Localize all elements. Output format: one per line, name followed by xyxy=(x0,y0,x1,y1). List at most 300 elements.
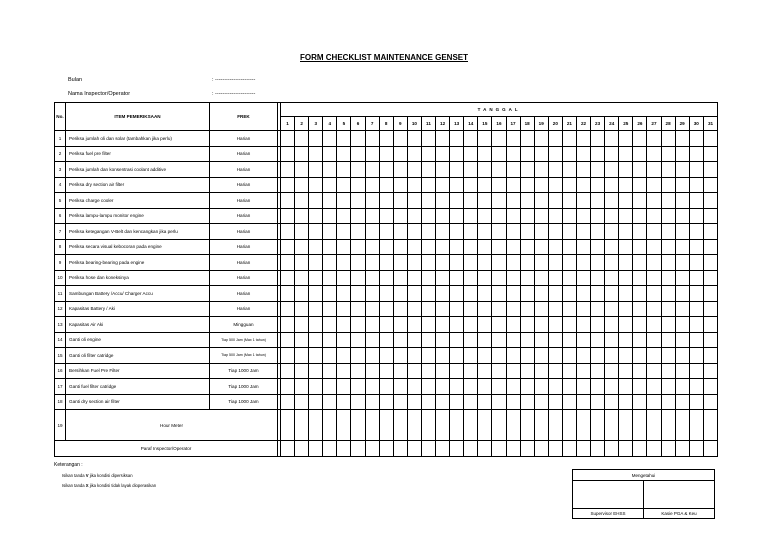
paraf-day-cell[interactable] xyxy=(576,441,590,457)
row-7-day-cell[interactable] xyxy=(689,224,703,240)
paraf-day-cell[interactable] xyxy=(675,441,689,457)
row-13-day-cell[interactable] xyxy=(576,317,590,333)
row-10-day-cell[interactable] xyxy=(351,270,365,286)
row-13-day-cell[interactable] xyxy=(619,317,633,333)
row-6-day-cell[interactable] xyxy=(591,208,605,224)
row-12-day-cell[interactable] xyxy=(647,301,661,317)
row-8-day-cell[interactable] xyxy=(478,239,492,255)
paraf-day-cell[interactable] xyxy=(379,441,393,457)
row-10-day-cell[interactable] xyxy=(281,270,295,286)
row-3-day-cell[interactable] xyxy=(323,162,337,178)
row-10-day-cell[interactable] xyxy=(591,270,605,286)
row-5-day-cell[interactable] xyxy=(464,193,478,209)
hour-meter-day-cell[interactable] xyxy=(393,410,407,441)
row-17-day-cell[interactable] xyxy=(576,379,590,395)
row-13-day-cell[interactable] xyxy=(703,317,717,333)
row-6-day-cell[interactable] xyxy=(506,208,520,224)
row-8-day-cell[interactable] xyxy=(281,239,295,255)
row-15-day-cell[interactable] xyxy=(689,348,703,364)
row-17-day-cell[interactable] xyxy=(323,379,337,395)
row-15-day-cell[interactable] xyxy=(478,348,492,364)
paraf-day-cell[interactable] xyxy=(393,441,407,457)
row-10-day-cell[interactable] xyxy=(393,270,407,286)
row-15-day-cell[interactable] xyxy=(534,348,548,364)
row-3-day-cell[interactable] xyxy=(562,162,576,178)
row-4-day-cell[interactable] xyxy=(506,177,520,193)
row-6-day-cell[interactable] xyxy=(436,208,450,224)
row-5-day-cell[interactable] xyxy=(421,193,435,209)
row-7-day-cell[interactable] xyxy=(337,224,351,240)
row-5-day-cell[interactable] xyxy=(337,193,351,209)
row-8-day-cell[interactable] xyxy=(351,239,365,255)
row-4-day-cell[interactable] xyxy=(478,177,492,193)
row-8-day-cell[interactable] xyxy=(365,239,379,255)
row-11-day-cell[interactable] xyxy=(295,286,309,302)
hour-meter-day-cell[interactable] xyxy=(661,410,675,441)
row-12-day-cell[interactable] xyxy=(421,301,435,317)
hour-meter-day-cell[interactable] xyxy=(337,410,351,441)
row-14-day-cell[interactable] xyxy=(337,332,351,348)
row-16-day-cell[interactable] xyxy=(436,363,450,379)
row-3-day-cell[interactable] xyxy=(478,162,492,178)
row-14-day-cell[interactable] xyxy=(689,332,703,348)
row-14-day-cell[interactable] xyxy=(703,332,717,348)
row-16-day-cell[interactable] xyxy=(633,363,647,379)
paraf-day-cell[interactable] xyxy=(562,441,576,457)
row-1-day-cell[interactable] xyxy=(689,131,703,147)
row-9-day-cell[interactable] xyxy=(281,255,295,271)
row-10-day-cell[interactable] xyxy=(323,270,337,286)
row-10-day-cell[interactable] xyxy=(478,270,492,286)
row-17-day-cell[interactable] xyxy=(421,379,435,395)
row-16-day-cell[interactable] xyxy=(647,363,661,379)
row-9-day-cell[interactable] xyxy=(661,255,675,271)
row-5-day-cell[interactable] xyxy=(562,193,576,209)
row-2-day-cell[interactable] xyxy=(379,146,393,162)
row-16-day-cell[interactable] xyxy=(295,363,309,379)
row-16-day-cell[interactable] xyxy=(365,363,379,379)
hour-meter-day-cell[interactable] xyxy=(450,410,464,441)
row-4-day-cell[interactable] xyxy=(520,177,534,193)
row-12-day-cell[interactable] xyxy=(506,301,520,317)
hour-meter-day-cell[interactable] xyxy=(548,410,562,441)
row-8-day-cell[interactable] xyxy=(407,239,421,255)
row-8-day-cell[interactable] xyxy=(450,239,464,255)
row-8-day-cell[interactable] xyxy=(337,239,351,255)
row-15-day-cell[interactable] xyxy=(351,348,365,364)
row-18-day-cell[interactable] xyxy=(436,394,450,410)
row-18-day-cell[interactable] xyxy=(379,394,393,410)
row-7-day-cell[interactable] xyxy=(520,224,534,240)
row-15-day-cell[interactable] xyxy=(619,348,633,364)
row-7-day-cell[interactable] xyxy=(619,224,633,240)
row-13-day-cell[interactable] xyxy=(675,317,689,333)
row-1-day-cell[interactable] xyxy=(478,131,492,147)
row-18-day-cell[interactable] xyxy=(393,394,407,410)
row-4-day-cell[interactable] xyxy=(703,177,717,193)
row-17-day-cell[interactable] xyxy=(365,379,379,395)
row-13-day-cell[interactable] xyxy=(633,317,647,333)
row-2-day-cell[interactable] xyxy=(323,146,337,162)
row-5-day-cell[interactable] xyxy=(379,193,393,209)
row-4-day-cell[interactable] xyxy=(562,177,576,193)
row-1-day-cell[interactable] xyxy=(520,131,534,147)
row-9-day-cell[interactable] xyxy=(478,255,492,271)
row-10-day-cell[interactable] xyxy=(689,270,703,286)
paraf-day-cell[interactable] xyxy=(450,441,464,457)
row-18-day-cell[interactable] xyxy=(576,394,590,410)
row-6-day-cell[interactable] xyxy=(323,208,337,224)
row-2-day-cell[interactable] xyxy=(548,146,562,162)
row-17-day-cell[interactable] xyxy=(492,379,506,395)
row-6-day-cell[interactable] xyxy=(576,208,590,224)
row-5-day-cell[interactable] xyxy=(633,193,647,209)
row-16-day-cell[interactable] xyxy=(492,363,506,379)
row-13-day-cell[interactable] xyxy=(309,317,323,333)
row-2-day-cell[interactable] xyxy=(619,146,633,162)
row-12-day-cell[interactable] xyxy=(464,301,478,317)
row-1-day-cell[interactable] xyxy=(647,131,661,147)
paraf-day-cell[interactable] xyxy=(647,441,661,457)
row-17-day-cell[interactable] xyxy=(393,379,407,395)
row-7-day-cell[interactable] xyxy=(647,224,661,240)
row-18-day-cell[interactable] xyxy=(520,394,534,410)
row-8-day-cell[interactable] xyxy=(295,239,309,255)
row-4-day-cell[interactable] xyxy=(661,177,675,193)
row-14-day-cell[interactable] xyxy=(562,332,576,348)
row-17-day-cell[interactable] xyxy=(309,379,323,395)
row-9-day-cell[interactable] xyxy=(520,255,534,271)
row-16-day-cell[interactable] xyxy=(421,363,435,379)
row-16-day-cell[interactable] xyxy=(576,363,590,379)
row-1-day-cell[interactable] xyxy=(323,131,337,147)
row-16-day-cell[interactable] xyxy=(562,363,576,379)
row-6-day-cell[interactable] xyxy=(464,208,478,224)
row-2-day-cell[interactable] xyxy=(295,146,309,162)
row-14-day-cell[interactable] xyxy=(492,332,506,348)
row-8-day-cell[interactable] xyxy=(548,239,562,255)
row-14-day-cell[interactable] xyxy=(675,332,689,348)
row-9-day-cell[interactable] xyxy=(393,255,407,271)
row-9-day-cell[interactable] xyxy=(436,255,450,271)
sign-space-right[interactable] xyxy=(644,481,715,509)
row-1-day-cell[interactable] xyxy=(309,131,323,147)
row-11-day-cell[interactable] xyxy=(351,286,365,302)
row-8-day-cell[interactable] xyxy=(576,239,590,255)
row-5-day-cell[interactable] xyxy=(534,193,548,209)
row-13-day-cell[interactable] xyxy=(647,317,661,333)
row-13-day-cell[interactable] xyxy=(281,317,295,333)
paraf-day-cell[interactable] xyxy=(365,441,379,457)
row-13-day-cell[interactable] xyxy=(478,317,492,333)
row-2-day-cell[interactable] xyxy=(365,146,379,162)
row-6-day-cell[interactable] xyxy=(534,208,548,224)
hour-meter-day-cell[interactable] xyxy=(576,410,590,441)
row-14-day-cell[interactable] xyxy=(295,332,309,348)
row-8-day-cell[interactable] xyxy=(393,239,407,255)
hour-meter-day-cell[interactable] xyxy=(436,410,450,441)
row-15-day-cell[interactable] xyxy=(421,348,435,364)
row-5-day-cell[interactable] xyxy=(365,193,379,209)
row-13-day-cell[interactable] xyxy=(520,317,534,333)
row-7-day-cell[interactable] xyxy=(450,224,464,240)
row-1-day-cell[interactable] xyxy=(379,131,393,147)
row-14-day-cell[interactable] xyxy=(393,332,407,348)
row-1-day-cell[interactable] xyxy=(436,131,450,147)
hour-meter-day-cell[interactable] xyxy=(365,410,379,441)
inspector-blank[interactable]: : ---------------------- xyxy=(212,91,256,97)
row-16-day-cell[interactable] xyxy=(591,363,605,379)
row-12-day-cell[interactable] xyxy=(281,301,295,317)
row-3-day-cell[interactable] xyxy=(393,162,407,178)
row-16-day-cell[interactable] xyxy=(520,363,534,379)
row-18-day-cell[interactable] xyxy=(548,394,562,410)
row-14-day-cell[interactable] xyxy=(591,332,605,348)
row-16-day-cell[interactable] xyxy=(675,363,689,379)
row-13-day-cell[interactable] xyxy=(492,317,506,333)
row-11-day-cell[interactable] xyxy=(562,286,576,302)
row-6-day-cell[interactable] xyxy=(647,208,661,224)
row-18-day-cell[interactable] xyxy=(647,394,661,410)
row-11-day-cell[interactable] xyxy=(450,286,464,302)
paraf-day-cell[interactable] xyxy=(605,441,619,457)
row-13-day-cell[interactable] xyxy=(464,317,478,333)
row-12-day-cell[interactable] xyxy=(703,301,717,317)
row-7-day-cell[interactable] xyxy=(703,224,717,240)
row-11-day-cell[interactable] xyxy=(407,286,421,302)
paraf-day-cell[interactable] xyxy=(323,441,337,457)
hour-meter-day-cell[interactable] xyxy=(464,410,478,441)
row-17-day-cell[interactable] xyxy=(591,379,605,395)
row-15-day-cell[interactable] xyxy=(450,348,464,364)
row-7-day-cell[interactable] xyxy=(323,224,337,240)
row-7-day-cell[interactable] xyxy=(591,224,605,240)
row-13-day-cell[interactable] xyxy=(605,317,619,333)
hour-meter-day-cell[interactable] xyxy=(478,410,492,441)
row-3-day-cell[interactable] xyxy=(633,162,647,178)
row-18-day-cell[interactable] xyxy=(591,394,605,410)
row-3-day-cell[interactable] xyxy=(309,162,323,178)
row-10-day-cell[interactable] xyxy=(421,270,435,286)
row-6-day-cell[interactable] xyxy=(421,208,435,224)
row-4-day-cell[interactable] xyxy=(450,177,464,193)
row-1-day-cell[interactable] xyxy=(703,131,717,147)
row-18-day-cell[interactable] xyxy=(478,394,492,410)
row-5-day-cell[interactable] xyxy=(689,193,703,209)
row-5-day-cell[interactable] xyxy=(548,193,562,209)
hour-meter-day-cell[interactable] xyxy=(421,410,435,441)
row-5-day-cell[interactable] xyxy=(675,193,689,209)
row-18-day-cell[interactable] xyxy=(506,394,520,410)
row-17-day-cell[interactable] xyxy=(605,379,619,395)
row-7-day-cell[interactable] xyxy=(421,224,435,240)
row-7-day-cell[interactable] xyxy=(309,224,323,240)
row-3-day-cell[interactable] xyxy=(464,162,478,178)
row-16-day-cell[interactable] xyxy=(605,363,619,379)
row-5-day-cell[interactable] xyxy=(576,193,590,209)
hour-meter-day-cell[interactable] xyxy=(506,410,520,441)
row-7-day-cell[interactable] xyxy=(534,224,548,240)
row-10-day-cell[interactable] xyxy=(379,270,393,286)
row-11-day-cell[interactable] xyxy=(309,286,323,302)
row-6-day-cell[interactable] xyxy=(675,208,689,224)
row-9-day-cell[interactable] xyxy=(464,255,478,271)
row-10-day-cell[interactable] xyxy=(675,270,689,286)
row-10-day-cell[interactable] xyxy=(647,270,661,286)
row-1-day-cell[interactable] xyxy=(534,131,548,147)
hour-meter-day-cell[interactable] xyxy=(675,410,689,441)
row-12-day-cell[interactable] xyxy=(520,301,534,317)
row-6-day-cell[interactable] xyxy=(478,208,492,224)
row-4-day-cell[interactable] xyxy=(576,177,590,193)
paraf-day-cell[interactable] xyxy=(478,441,492,457)
row-17-day-cell[interactable] xyxy=(689,379,703,395)
row-13-day-cell[interactable] xyxy=(689,317,703,333)
row-8-day-cell[interactable] xyxy=(520,239,534,255)
row-10-day-cell[interactable] xyxy=(703,270,717,286)
row-6-day-cell[interactable] xyxy=(703,208,717,224)
row-2-day-cell[interactable] xyxy=(520,146,534,162)
row-18-day-cell[interactable] xyxy=(633,394,647,410)
row-12-day-cell[interactable] xyxy=(661,301,675,317)
row-18-day-cell[interactable] xyxy=(562,394,576,410)
row-3-day-cell[interactable] xyxy=(548,162,562,178)
row-12-day-cell[interactable] xyxy=(407,301,421,317)
row-15-day-cell[interactable] xyxy=(647,348,661,364)
row-12-day-cell[interactable] xyxy=(605,301,619,317)
row-7-day-cell[interactable] xyxy=(436,224,450,240)
row-1-day-cell[interactable] xyxy=(548,131,562,147)
row-16-day-cell[interactable] xyxy=(407,363,421,379)
row-10-day-cell[interactable] xyxy=(337,270,351,286)
row-7-day-cell[interactable] xyxy=(478,224,492,240)
row-16-day-cell[interactable] xyxy=(379,363,393,379)
row-12-day-cell[interactable] xyxy=(689,301,703,317)
row-3-day-cell[interactable] xyxy=(295,162,309,178)
row-11-day-cell[interactable] xyxy=(478,286,492,302)
row-1-day-cell[interactable] xyxy=(407,131,421,147)
hour-meter-day-cell[interactable] xyxy=(591,410,605,441)
row-4-day-cell[interactable] xyxy=(548,177,562,193)
row-3-day-cell[interactable] xyxy=(703,162,717,178)
row-6-day-cell[interactable] xyxy=(351,208,365,224)
row-13-day-cell[interactable] xyxy=(534,317,548,333)
row-11-day-cell[interactable] xyxy=(421,286,435,302)
row-15-day-cell[interactable] xyxy=(520,348,534,364)
row-18-day-cell[interactable] xyxy=(661,394,675,410)
row-8-day-cell[interactable] xyxy=(309,239,323,255)
row-1-day-cell[interactable] xyxy=(619,131,633,147)
row-4-day-cell[interactable] xyxy=(379,177,393,193)
row-13-day-cell[interactable] xyxy=(562,317,576,333)
row-11-day-cell[interactable] xyxy=(605,286,619,302)
row-4-day-cell[interactable] xyxy=(393,177,407,193)
row-12-day-cell[interactable] xyxy=(576,301,590,317)
row-17-day-cell[interactable] xyxy=(534,379,548,395)
row-11-day-cell[interactable] xyxy=(436,286,450,302)
row-10-day-cell[interactable] xyxy=(661,270,675,286)
row-2-day-cell[interactable] xyxy=(703,146,717,162)
row-16-day-cell[interactable] xyxy=(464,363,478,379)
row-3-day-cell[interactable] xyxy=(689,162,703,178)
row-18-day-cell[interactable] xyxy=(689,394,703,410)
row-15-day-cell[interactable] xyxy=(675,348,689,364)
row-5-day-cell[interactable] xyxy=(478,193,492,209)
row-18-day-cell[interactable] xyxy=(675,394,689,410)
row-5-day-cell[interactable] xyxy=(351,193,365,209)
row-8-day-cell[interactable] xyxy=(619,239,633,255)
row-17-day-cell[interactable] xyxy=(647,379,661,395)
hour-meter-day-cell[interactable] xyxy=(492,410,506,441)
hour-meter-day-cell[interactable] xyxy=(619,410,633,441)
row-11-day-cell[interactable] xyxy=(548,286,562,302)
row-16-day-cell[interactable] xyxy=(661,363,675,379)
row-8-day-cell[interactable] xyxy=(562,239,576,255)
row-5-day-cell[interactable] xyxy=(619,193,633,209)
row-8-day-cell[interactable] xyxy=(633,239,647,255)
row-17-day-cell[interactable] xyxy=(379,379,393,395)
row-15-day-cell[interactable] xyxy=(576,348,590,364)
paraf-day-cell[interactable] xyxy=(309,441,323,457)
row-6-day-cell[interactable] xyxy=(337,208,351,224)
row-10-day-cell[interactable] xyxy=(534,270,548,286)
row-9-day-cell[interactable] xyxy=(365,255,379,271)
row-5-day-cell[interactable] xyxy=(591,193,605,209)
row-18-day-cell[interactable] xyxy=(421,394,435,410)
row-7-day-cell[interactable] xyxy=(548,224,562,240)
row-4-day-cell[interactable] xyxy=(689,177,703,193)
row-4-day-cell[interactable] xyxy=(492,177,506,193)
row-11-day-cell[interactable] xyxy=(534,286,548,302)
row-8-day-cell[interactable] xyxy=(436,239,450,255)
hour-meter-day-cell[interactable] xyxy=(534,410,548,441)
row-16-day-cell[interactable] xyxy=(619,363,633,379)
paraf-day-cell[interactable] xyxy=(281,441,295,457)
row-1-day-cell[interactable] xyxy=(506,131,520,147)
row-12-day-cell[interactable] xyxy=(492,301,506,317)
row-7-day-cell[interactable] xyxy=(633,224,647,240)
row-18-day-cell[interactable] xyxy=(295,394,309,410)
row-16-day-cell[interactable] xyxy=(506,363,520,379)
row-11-day-cell[interactable] xyxy=(379,286,393,302)
row-9-day-cell[interactable] xyxy=(689,255,703,271)
row-2-day-cell[interactable] xyxy=(534,146,548,162)
row-12-day-cell[interactable] xyxy=(365,301,379,317)
row-7-day-cell[interactable] xyxy=(281,224,295,240)
row-2-day-cell[interactable] xyxy=(351,146,365,162)
row-7-day-cell[interactable] xyxy=(393,224,407,240)
row-3-day-cell[interactable] xyxy=(647,162,661,178)
row-4-day-cell[interactable] xyxy=(633,177,647,193)
row-13-day-cell[interactable] xyxy=(506,317,520,333)
row-8-day-cell[interactable] xyxy=(661,239,675,255)
row-6-day-cell[interactable] xyxy=(407,208,421,224)
sign-space-left[interactable] xyxy=(573,481,644,509)
paraf-day-cell[interactable] xyxy=(295,441,309,457)
row-14-day-cell[interactable] xyxy=(619,332,633,348)
row-15-day-cell[interactable] xyxy=(562,348,576,364)
row-13-day-cell[interactable] xyxy=(421,317,435,333)
row-9-day-cell[interactable] xyxy=(619,255,633,271)
paraf-day-cell[interactable] xyxy=(492,441,506,457)
row-11-day-cell[interactable] xyxy=(661,286,675,302)
row-15-day-cell[interactable] xyxy=(661,348,675,364)
row-13-day-cell[interactable] xyxy=(548,317,562,333)
row-18-day-cell[interactable] xyxy=(605,394,619,410)
row-15-day-cell[interactable] xyxy=(393,348,407,364)
row-15-day-cell[interactable] xyxy=(633,348,647,364)
bulan-blank[interactable]: : ---------------------- xyxy=(212,77,256,83)
